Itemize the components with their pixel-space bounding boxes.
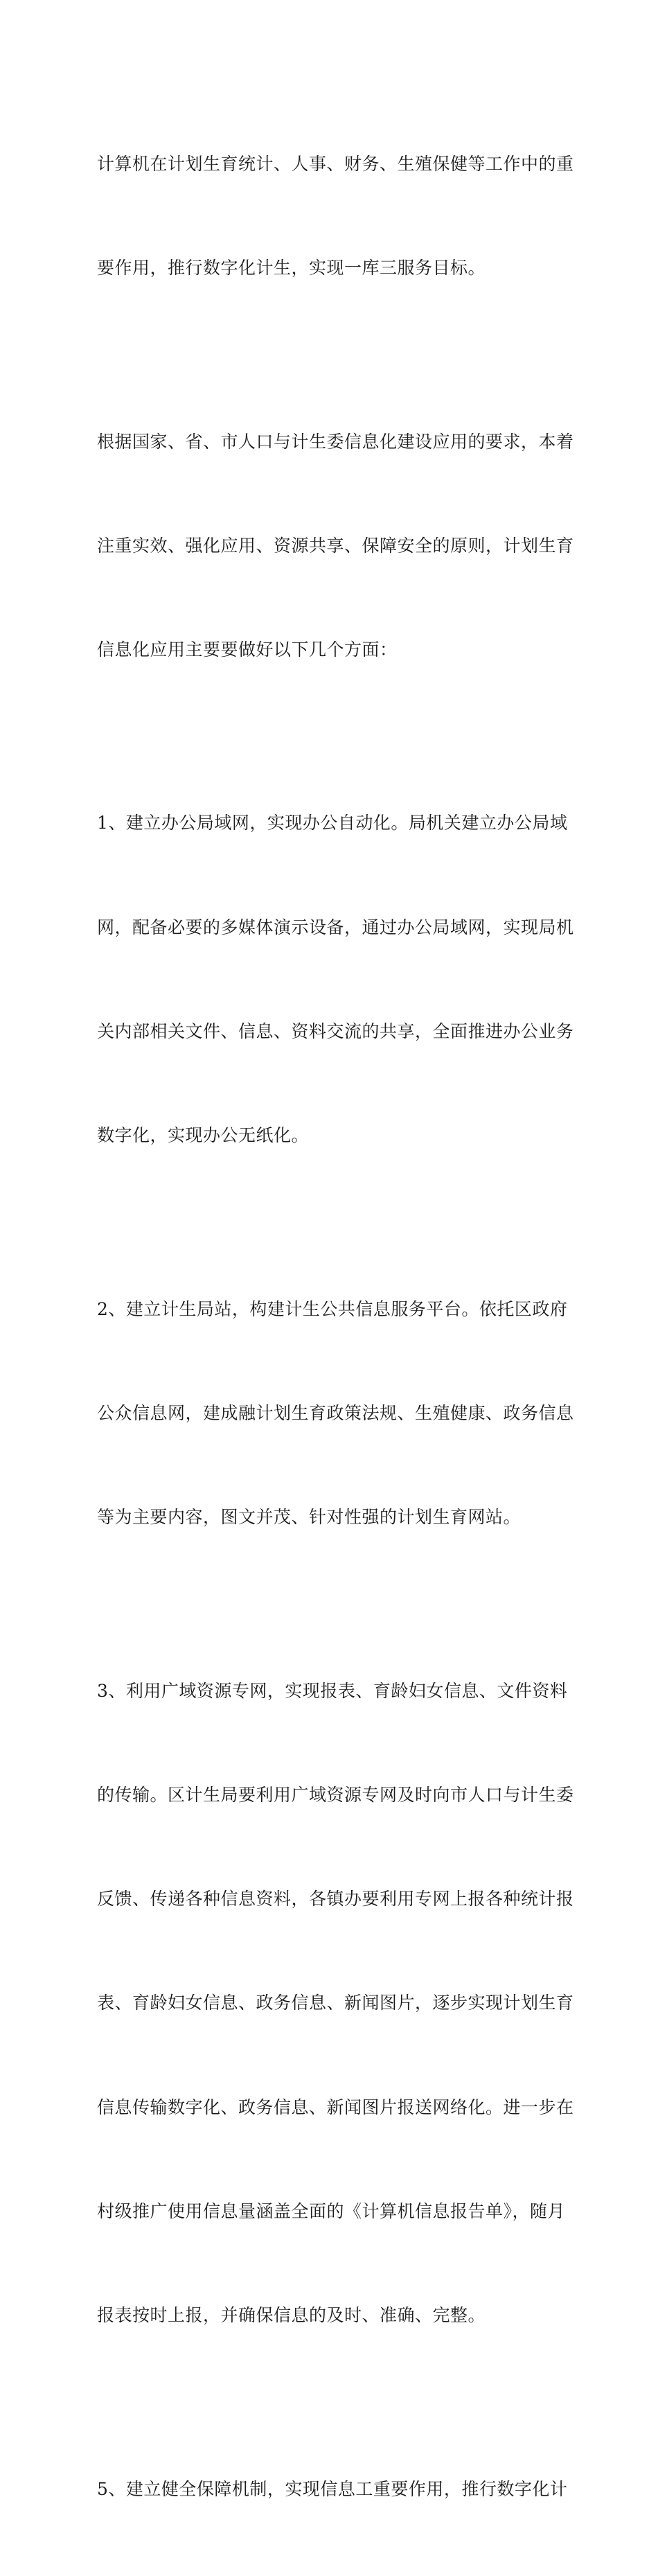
- text-line: 表、育龄妇女信息、政务信息、新闻图片，逐步实现计划生育: [97, 1993, 574, 2013]
- paragraph-item-5: [97, 2403, 568, 2576]
- text-line: 村级推广使用信息量涵盖全面的《计算机信息报告单》，随月: [97, 2201, 566, 2222]
- text-line: 要作用，推行数字化计生，实现一库三服务目标。: [97, 258, 486, 279]
- text-line: 信息化应用主要要做好以下几个方面：: [97, 639, 398, 660]
- text-line: 信息传输数字化、政务信息、新闻图片报送网络化。进一步在: [97, 2097, 574, 2117]
- paragraph-item-1: [97, 736, 574, 1222]
- text-line: 关内部相关文件、信息、资料交流的共享，全面推进办公业务: [97, 1021, 574, 1042]
- paragraph-2: [97, 355, 574, 737]
- text-line: 3、利用广域资源专网，实现报表、育龄妇女信息、文件资料: [97, 1680, 568, 1701]
- text-line: 等为主要内容，图文并茂、针对性强的计划生育网站。: [97, 1507, 522, 1528]
- text-line: 报表按时上报，并确保信息的及时、准确、完整。: [97, 2305, 486, 2326]
- document-body: [97, 78, 574, 2576]
- text-line: 网，配备必要的多媒体演示设备，通过办公局域网，实现局机: [97, 917, 574, 937]
- text-line: 1、建立办公局域网，实现办公自动化。局机关建立办公局域: [97, 813, 568, 833]
- text-line: 注重实效、强化应用、资源共享、保障安全的原则，计划生育: [97, 535, 574, 556]
- text-line: 根据国家、省、市人口与计生委信息化建设应用的要求，本着: [97, 431, 574, 452]
- text-line: 数字化，实现办公无纸化。: [97, 1125, 310, 1146]
- text-line: 公众信息网，建成融计划生育政策法规、生殖健康、政务信息: [97, 1402, 574, 1423]
- text-line: 2、建立计生局站，构建计生公共信息服务平台。依托区政府: [97, 1298, 568, 1319]
- text-line: 反馈、传递各种信息资料，各镇办要利用专网上报各种统计报: [97, 1889, 574, 1909]
- paragraph-1: [97, 78, 574, 355]
- text-line: 的传输。区计生局要利用广域资源专网及时向市人口与计生委: [97, 1784, 574, 1805]
- paragraph-item-2: [97, 1223, 574, 1605]
- text-line: 5、建立健全保障机制，实现信息工重要作用，推行数字化计: [97, 2478, 568, 2499]
- paragraph-item-3: [97, 1605, 574, 2403]
- text-line: 计算机在计划生育统计、人事、财务、生殖保健等工作中的重: [97, 154, 574, 174]
